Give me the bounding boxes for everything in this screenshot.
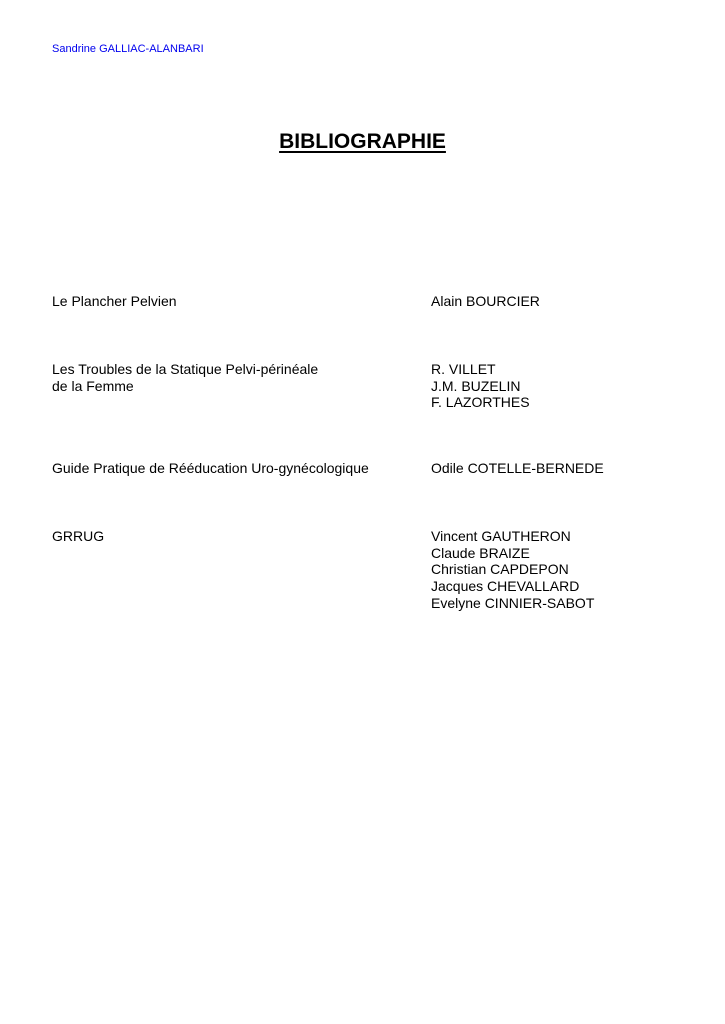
entry-title — [52, 528, 412, 545]
entry-author: Claude BRAIZE — [431, 544, 530, 561]
entry-author: Odile COTELLE-BERNEDE — [431, 460, 604, 476]
header-author: Sandrine GALLIAC-ALANBARI — [52, 43, 204, 55]
entry-authors — [431, 293, 711, 310]
entry-author: Evelyne CINNIER-SABOT — [431, 594, 595, 611]
entry-author: Christian CAPDEPON — [431, 561, 569, 578]
entry-authors — [431, 460, 711, 477]
entry-title-line: GRRUG — [52, 528, 105, 544]
entry-author: J.M. BUZELIN — [431, 377, 521, 394]
entry-title-line: Guide Pratique de Rééducation Uro-gynécologique — [52, 460, 369, 476]
entry-title — [52, 293, 412, 310]
entry-author: R. VILLET — [431, 361, 496, 377]
entry-title — [52, 460, 412, 477]
entry-authors — [431, 528, 711, 612]
entry-author: Alain BOURCIER — [431, 293, 540, 309]
entry-title-line: Le Plancher Pelvien — [52, 293, 177, 309]
entry-authors — [431, 361, 711, 411]
entry-title-line: de la Femme — [52, 377, 134, 394]
page-title: BIBLIOGRAPHIE — [279, 130, 446, 153]
entry-author: Jacques CHEVALLARD — [431, 578, 580, 595]
entry-title — [52, 361, 412, 394]
entry-author: Vincent GAUTHERON — [431, 528, 571, 544]
entry-author: F. LAZORTHES — [431, 394, 530, 411]
entry-title-line: Les Troubles de la Statique Pelvi-périnéale — [52, 361, 319, 377]
